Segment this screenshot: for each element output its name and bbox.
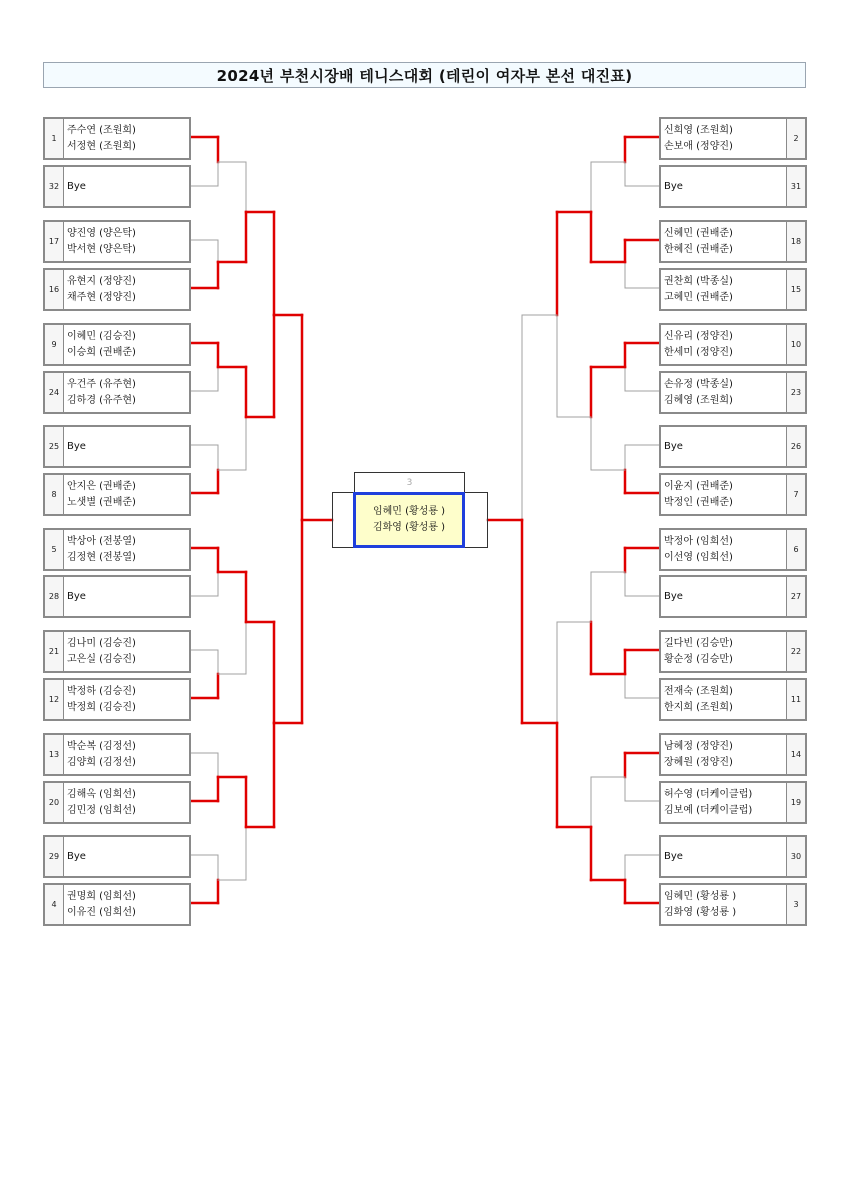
player-names xyxy=(661,373,786,412)
right-entry-6 xyxy=(659,371,807,414)
player-name: 박정인 (권배준) xyxy=(664,496,733,508)
right-entry-13 xyxy=(659,733,807,776)
bye-label: Bye xyxy=(664,440,683,452)
player-names xyxy=(661,325,786,364)
final-seed: 3 xyxy=(406,477,413,488)
seed-number: 25 xyxy=(45,427,64,466)
player-name: 유현지 (정양진) xyxy=(67,275,136,287)
player-name: 고혜민 (권배준) xyxy=(664,291,733,303)
bye-label: Bye xyxy=(67,590,86,602)
left-entry-3 xyxy=(43,220,191,263)
player-names xyxy=(64,735,189,774)
seed-number: 16 xyxy=(45,270,64,309)
player-name: 박정아 (임희선) xyxy=(664,535,733,547)
player-names xyxy=(661,783,786,822)
right-entry-5 xyxy=(659,323,807,366)
player-name: 이유진 (임희선) xyxy=(67,906,136,918)
bye-label: Bye xyxy=(67,850,86,862)
left-entry-9 xyxy=(43,528,191,571)
player-name: 전재숙 (조원희) xyxy=(664,685,733,697)
right-entry-14 xyxy=(659,781,807,824)
seed-number: 20 xyxy=(45,783,64,822)
right-entry-12 xyxy=(659,678,807,721)
player-names xyxy=(64,270,189,309)
player-name: 허수영 (더케이클럽) xyxy=(664,788,753,800)
left-entry-6 xyxy=(43,371,191,414)
player-names xyxy=(64,680,189,719)
player-name: 김해옥 (임희선) xyxy=(67,788,136,800)
player-names xyxy=(64,783,189,822)
left-entry-8 xyxy=(43,473,191,516)
left-entry-4 xyxy=(43,268,191,311)
player-name: 이선영 (임희선) xyxy=(664,551,733,563)
seed-number: 24 xyxy=(45,373,64,412)
player-name: 황순정 (김승만) xyxy=(664,653,733,665)
player-name: 박서현 (양은탁) xyxy=(67,243,136,255)
player-name: 김민정 (임희선) xyxy=(67,804,136,816)
player-name: 김보예 (더케이클럽) xyxy=(664,804,753,816)
right-entry-2 xyxy=(659,165,807,208)
right-entry-11 xyxy=(659,630,807,673)
seed-number: 14 xyxy=(786,735,805,774)
player-names xyxy=(661,735,786,774)
player-names xyxy=(661,119,786,158)
player-names xyxy=(64,577,189,616)
player-name: 장혜원 (정양진) xyxy=(664,756,733,768)
player-name: 김하경 (유주현) xyxy=(67,394,136,406)
seed-number: 10 xyxy=(786,325,805,364)
right-entry-4 xyxy=(659,268,807,311)
player-name: 고은실 (김승진) xyxy=(67,653,136,665)
seed-number: 11 xyxy=(786,680,805,719)
seed-number: 18 xyxy=(786,222,805,261)
player-name: 김나미 (김승진) xyxy=(67,637,136,649)
seed-number: 12 xyxy=(45,680,64,719)
player-names xyxy=(661,427,786,466)
player-names xyxy=(64,222,189,261)
player-name: 이혜민 (김승진) xyxy=(67,330,136,342)
seed-number: 1 xyxy=(45,119,64,158)
seed-number: 13 xyxy=(45,735,64,774)
player-name: 주수연 (조원희) xyxy=(67,124,136,136)
right-entry-3 xyxy=(659,220,807,263)
bye-label: Bye xyxy=(664,180,683,192)
player-names xyxy=(64,373,189,412)
player-name: 신희영 (조원희) xyxy=(664,124,733,136)
player-names xyxy=(661,222,786,261)
seed-number: 15 xyxy=(786,270,805,309)
bye-label: Bye xyxy=(664,590,683,602)
player-name: 한지희 (조원희) xyxy=(664,701,733,713)
player-names xyxy=(661,885,786,924)
player-names xyxy=(64,119,189,158)
seed-number: 19 xyxy=(786,783,805,822)
seed-number: 2 xyxy=(786,119,805,158)
champion-player-2: 김화영 (황성룡 ) xyxy=(372,522,446,533)
player-name: 임혜민 (황성룡 ) xyxy=(664,890,737,902)
player-names xyxy=(64,475,189,514)
right-entry-1 xyxy=(659,117,807,160)
player-name: 안지은 (권배준) xyxy=(67,480,136,492)
left-entry-16 xyxy=(43,883,191,926)
left-entry-2 xyxy=(43,165,191,208)
bye-label: Bye xyxy=(67,440,86,452)
player-names xyxy=(661,167,786,206)
left-entry-14 xyxy=(43,781,191,824)
seed-number: 8 xyxy=(45,475,64,514)
left-entry-13 xyxy=(43,733,191,776)
player-names xyxy=(64,837,189,876)
player-name: 양진영 (양은탁) xyxy=(67,227,136,239)
player-names xyxy=(64,167,189,206)
player-names xyxy=(661,632,786,671)
seed-number: 32 xyxy=(45,167,64,206)
player-name: 노샛별 (권배준) xyxy=(67,496,136,508)
player-name: 신유리 (정양진) xyxy=(664,330,733,342)
bye-label: Bye xyxy=(67,180,86,192)
right-entry-7 xyxy=(659,425,807,468)
seed-number: 4 xyxy=(45,885,64,924)
player-name: 길다빈 (김승만) xyxy=(664,637,733,649)
player-names xyxy=(661,837,786,876)
seed-number: 9 xyxy=(45,325,64,364)
seed-number: 22 xyxy=(786,632,805,671)
left-entry-7 xyxy=(43,425,191,468)
player-name: 서정현 (조원희) xyxy=(67,140,136,152)
player-name: 한세미 (정양진) xyxy=(664,346,733,358)
final-seed-cell xyxy=(354,472,465,492)
seed-number: 6 xyxy=(786,530,805,569)
left-entry-1 xyxy=(43,117,191,160)
player-name: 손보애 (정양진) xyxy=(664,140,733,152)
player-names xyxy=(64,325,189,364)
player-names xyxy=(661,475,786,514)
seed-number: 30 xyxy=(786,837,805,876)
seed-number: 5 xyxy=(45,530,64,569)
right-entry-15 xyxy=(659,835,807,878)
player-name: 이승희 (권배준) xyxy=(67,346,136,358)
player-name: 손유정 (박종실) xyxy=(664,378,733,390)
right-entry-16 xyxy=(659,883,807,926)
player-name: 박순복 (김정선) xyxy=(67,740,136,752)
seed-number: 17 xyxy=(45,222,64,261)
player-names xyxy=(64,885,189,924)
player-names xyxy=(661,530,786,569)
player-name: 김화영 (황성룡 ) xyxy=(664,906,737,918)
seed-number: 26 xyxy=(786,427,805,466)
player-name: 박정희 (김승진) xyxy=(67,701,136,713)
player-names xyxy=(661,680,786,719)
player-name: 우건주 (유주현) xyxy=(67,378,136,390)
player-name: 박정하 (김승진) xyxy=(67,685,136,697)
seed-number: 23 xyxy=(786,373,805,412)
player-names xyxy=(64,530,189,569)
left-entry-15 xyxy=(43,835,191,878)
player-name: 권찬희 (박종실) xyxy=(664,275,733,287)
player-name: 김정현 (전봉열) xyxy=(67,551,136,563)
player-name: 채주현 (정양진) xyxy=(67,291,136,303)
bye-label: Bye xyxy=(664,850,683,862)
player-name: 이윤지 (권배준) xyxy=(664,480,733,492)
seed-number: 3 xyxy=(786,885,805,924)
player-name: 김양희 (김정선) xyxy=(67,756,136,768)
player-name: 한혜진 (권배준) xyxy=(664,243,733,255)
player-name: 권명희 (임희선) xyxy=(67,890,136,902)
seed-number: 21 xyxy=(45,632,64,671)
player-names xyxy=(661,270,786,309)
player-names xyxy=(661,577,786,616)
bracket-title: 2024년 부천시장배 테니스대회 (테린이 여자부 본선 대진표) xyxy=(216,66,633,85)
player-name: 김혜영 (조원희) xyxy=(664,394,733,406)
right-entry-10 xyxy=(659,575,807,618)
seed-number: 7 xyxy=(786,475,805,514)
champion-box xyxy=(353,492,465,548)
player-names xyxy=(64,632,189,671)
player-name: 남혜정 (정양진) xyxy=(664,740,733,752)
player-name: 박상아 (전봉열) xyxy=(67,535,136,547)
player-names xyxy=(64,427,189,466)
left-entry-12 xyxy=(43,678,191,721)
left-entry-5 xyxy=(43,323,191,366)
champion-player-1: 임혜민 (황성룡 ) xyxy=(372,506,446,517)
seed-number: 27 xyxy=(786,577,805,616)
left-entry-11 xyxy=(43,630,191,673)
right-entry-9 xyxy=(659,528,807,571)
left-entry-10 xyxy=(43,575,191,618)
seed-number: 29 xyxy=(45,837,64,876)
seed-number: 28 xyxy=(45,577,64,616)
right-entry-8 xyxy=(659,473,807,516)
player-name: 신혜민 (권배준) xyxy=(664,227,733,239)
seed-number: 31 xyxy=(786,167,805,206)
